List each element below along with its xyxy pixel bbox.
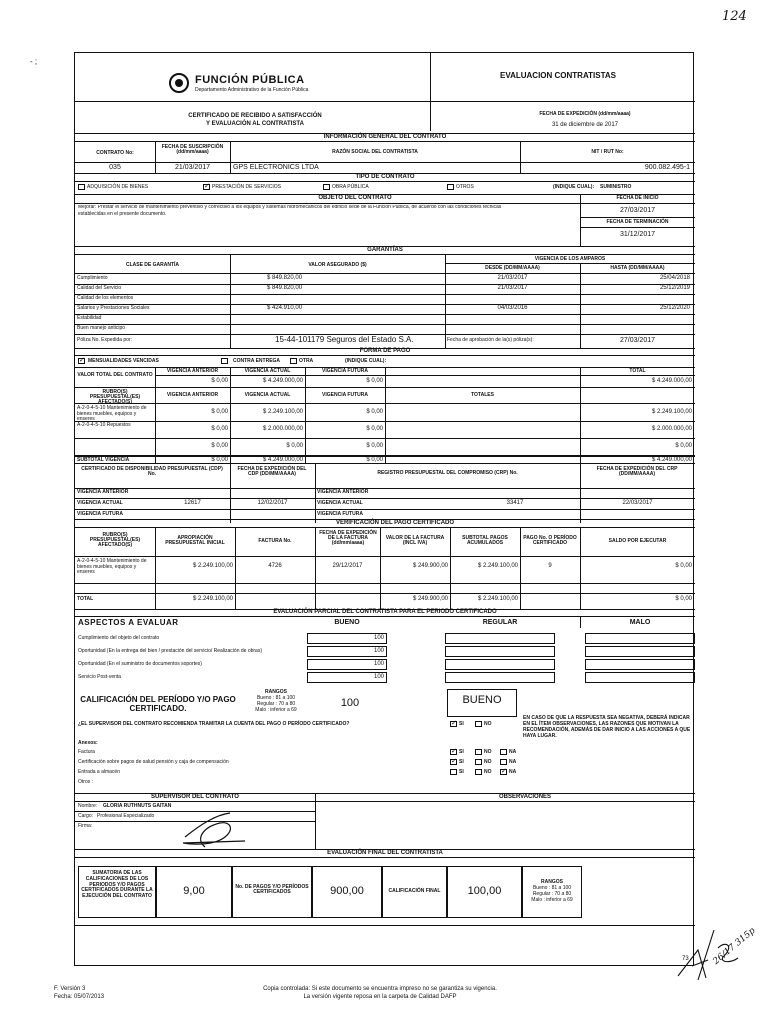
nota-negativa: EN CASO DE QUE LA RESPUESTA SEA NEGATIVA, DEBERÁ INDICAR EN EL ÍTEM OBSERVACIONES, LAS RAZONES QUE MOTIVAN LA RECOMENDACIÓN, ADEMÁS DE DAR INICIO A LAS ACCIONES A QUE HAYA LUGAR. [523,715,691,739]
subtotal-label: SUBTOTAL VIGENCIA [77,457,130,463]
aspecto-label: Oportunidad (En el suministro de documentos soportes) [78,661,202,667]
pago-row-apropiacion: $ 2.249.100,00 [192,563,233,569]
aspecto-malo-box [585,659,695,670]
objeto-title: OBJETO DEL CONTRATO [318,195,392,201]
garantia-valor: $ 849.820,00 [267,275,303,281]
footer-copia-1: Copia controlada: Si este documento se encuentra impreso no se garantiza su vigencia. [263,986,497,992]
calificacion-final-value: 100,00 [467,885,502,897]
pago-col-subtotal: SUBTOTAL PAGOS ACUMULADOS [462,535,508,546]
tipo-otros-label: OTROS [456,184,474,190]
nit-label: NIT / RUT No: [591,149,624,155]
garantia-hasta: 25/12/2020 [659,305,690,311]
aspecto-regular-box [445,646,555,657]
poliza-label: Póliza No. Expedida por: [77,337,133,343]
anexo-label: Otros : [78,779,94,785]
anexo-si-label: SI [459,769,464,775]
anexo-na-checkbox[interactable] [500,749,507,755]
garantia-row-line [75,324,695,325]
garantia-clase: Calidad del Servicio [77,285,122,291]
subtotal-act: $ 4.249.000,00 [262,457,303,463]
crp-vig-ant: VIGENCIA ANTERIOR [317,489,369,495]
pago-total-saldo: $ 0,00 [675,596,692,602]
aspecto-malo-box [585,633,695,644]
crp-label: REGISTRO PRESUPUESTAL DEL COMPROMISO (CRP) No. [377,470,518,476]
aspecto-bueno-value: 100 [373,661,384,667]
objeto-text-1: Mejorar: Prestar el servicio de mantenimiento preventivo y correctivo a los equipos y sistemas hidromecánicos del edificio sede de la Función Pública, de acuerdo con las condiciones técnicas [78,205,502,210]
pago-row-valor: $ 249.900,00 [412,563,448,569]
pago-row-fecha: 29/12/2017 [332,563,363,569]
pago-otra-label: OTRA [299,358,314,364]
evaluacion-final-title: EVALUACIÓN FINAL DEL CONTRATISTA [327,850,443,856]
aspecto-malo-box [585,646,695,657]
pago-col-valor: VALOR DE LA FACTURA (INCL IVA) [385,535,445,546]
logo-emblem-center-icon [175,79,183,87]
anexo-na-checkbox[interactable] [500,769,507,775]
col-total: TOTAL [629,368,646,374]
handwritten-note: 26/17 315p [711,925,758,967]
rubros-label: RUBRO(S) PRESUPUESTAL(ES) AFECTADO(S) [89,389,141,405]
tipo-contrato-title: TIPO DE CONTRATO [355,174,415,180]
rubros-col-act: VIGENCIA ACTUAL [244,392,291,398]
anexo-na-checkbox[interactable] [500,759,507,765]
garantia-desde: 21/03/2017 [497,285,528,291]
pago-total-valor: $ 249.900,00 [412,596,448,602]
fecha-terminacion-label: FECHA DE TERMINACIÓN [606,219,669,225]
calificacion-word: BUENO [462,694,502,706]
tipo-otros-checkbox[interactable] [447,184,454,190]
footer-version: F. Versión 3 [54,986,86,992]
recomienda-no-checkbox[interactable] [475,721,482,727]
anexo-label: Entrada a almacén [78,769,120,775]
garantia-valor: $ 424.910,00 [267,305,303,311]
tipo-prestacion-label: PRESTACIÓN DE SERVICIOS [212,184,281,190]
fecha-inicio-label: FECHA DE INICIO [616,195,659,201]
logo-tagline: Departamento Administrativo de la Función Pública [195,87,309,93]
anexos-label: Anexos: [78,740,98,746]
pago-col-factura: FACTURA No. [258,538,292,544]
rubro-act: $ 2.249.100,00 [262,409,303,415]
pago-col-fecha: FECHA DE EXPEDICIÓN DE LA FACTURA (dd/mm/aaaa) [319,530,377,546]
anexo-no-checkbox[interactable] [475,749,482,755]
rubro-name: A-2-0-4-5-10 Mantenimiento de bienes muebles, equipos y enseres [77,405,147,422]
pago-row-periodo: 9 [548,563,552,569]
aspectos-label: ASPECTOS A EVALUAR [78,618,179,627]
supervisor-cargo-label: Cargo: [78,813,94,819]
rangos-small-2: Regular : 70 a 80 [256,701,296,707]
supervisor-title: SUPERVISOR DEL CONTRATO [151,794,239,800]
fecha-expedicion-label: FECHA DE EXPEDICIÓN (dd/mm/aaaa) [539,111,631,117]
aspecto-bueno-value: 100 [373,648,384,654]
crp-vig-fut: VIGENCIA FUTURA [317,511,363,517]
calificacion-value: 100 [340,697,360,709]
garantias-col-hasta: HASTA (DD/MM/AAAA) [610,265,665,271]
cdp-vig-act: VIGENCIA ACTUAL [77,500,123,506]
anexo-na-label: NA [509,749,517,755]
garantias-col-clase: CLASE DE GARANTÍA [125,262,180,268]
contrato-label: CONTRATO No: [96,150,134,156]
recomienda-si-label: SI [459,721,464,727]
cdp-vig-ant: VIGENCIA ANTERIOR [77,489,129,495]
pago-row-saldo: $ 0,00 [675,563,692,569]
valor-total-act: $ 4.249.000,00 [262,378,303,384]
aspecto-regular-box [445,633,555,644]
garantia-desde: 21/03/2017 [497,275,528,281]
pago-col-saldo: SALDO POR EJECUTAR [608,538,667,544]
evaluacion-title: EVALUACIÓN PARCIAL DEL CONTRATISTA PARA EL PERIODO CERTIFICADO [273,609,497,615]
footer-fecha: Fecha: 05/07/2013 [54,994,105,1000]
calificacion-label: CALIFICACIÓN DEL PERÍODO Y/O PAGO CERTIFICADO. [80,695,236,714]
anexo-si-label: SI [459,759,464,765]
tipo-prestacion-checkbox[interactable] [203,184,210,190]
rubro-total: $ 0,00 [675,443,692,449]
anexo-label: Factura [78,749,95,755]
sumatoria-value: 9,00 [183,885,205,897]
anexo-na-label: NA [509,759,517,765]
fecha-crp-actual: 22/03/2017 [622,500,653,506]
rubro-fut: $ 0,00 [366,443,383,449]
calificacion-final-label: CALIFICACIÓN FINAL [388,888,441,894]
pago-contra-entrega-label: CONTRA ENTREGA [233,358,281,364]
garantias-col-desde: DESDE (DD/MM/AAAA) [485,265,540,271]
col-vig-futura: VIGENCIA FUTURA [322,368,368,374]
pago-mensualidades-label: MENSUALIDADES VENCIDAS [88,358,159,364]
rubro-fut: $ 0,00 [366,426,383,432]
tipo-indique-value: SUMINISTRO [600,184,632,190]
valor-total-total: $ 4.249.000,00 [651,378,692,384]
aspecto-regular-box [445,659,555,670]
totales-label: TOTALES [471,392,494,398]
form-title: EVALUACION CONTRATISTAS [500,71,616,80]
form-frame [74,52,694,966]
col-vig-anterior: VIGENCIA ANTERIOR [166,368,219,374]
cdp-label: CERTIFICADO DE DISPONIBILIDAD PRESUPUESTAL (CDP) No. [81,466,223,477]
cdp-actual: 12617 [184,500,201,506]
garantia-valor: $ 849.820,00 [267,285,303,291]
aspecto-bueno-value: 100 [373,635,384,641]
fecha-cdp-label: FECHA DE EXPEDICIÓN DEL CDP (DD/MM/AAAA) [237,466,307,477]
cdp-vig-fut: VIGENCIA FUTURA [77,511,123,517]
recomienda-si-checkbox[interactable] [450,721,457,727]
pago-indique-label: (INDIQUE CUAL): [345,358,387,364]
subtotal-fut: $ 0,00 [366,457,383,463]
numero-pagos-value: 900,00 [330,885,364,897]
tipo-indique-label: (INDIQUE CUAL): [553,184,595,190]
rangos-final-2: Regular : 70 a 80 [532,891,572,897]
valor-total-label: VALOR TOTAL DEL CONTRATO [77,372,153,378]
pago-total-subtotal: $ 2.249.100,00 [477,596,518,602]
rangos-small-3: Malo : inferior a 69 [255,707,297,713]
forma-pago-title: FORMA DE PAGO [359,348,411,354]
pago-mensualidades-checkbox[interactable] [78,358,85,364]
pago-row-rubro: A-2-0-4-5-10 Mantenimiento de bienes muebles, equipos y enseres [77,558,147,575]
pago-title: VERIFICACIÓN DEL PAGO CERTIFICADO [335,520,455,526]
aspecto-label: Oportunidad (En la entrega del bien / prestación del servicio/ Realización de obras) [78,648,262,654]
garantia-clase: Calidad de los elementos [77,295,134,301]
tipo-adquisicion-label: ADQUISICIÓN DE BIENES [87,184,149,190]
valor-total-fut: $ 0,00 [366,378,383,384]
rubro-total: $ 2.000.000,00 [651,426,692,432]
supervisor-signature [175,807,255,849]
anexo-na-label: NA [509,769,517,775]
tipo-obra-label: OBRA PÚBLICA [332,184,369,190]
anexo-no-label: NO [484,769,492,775]
rubro-act: $ 0,00 [286,443,303,449]
fecha-inicio-value: 27/03/2017 [619,207,656,214]
crp-actual: 33417 [506,500,524,506]
pago-total-apropiacion: $ 2.249.100,00 [192,596,233,602]
anexo-no-label: NO [484,759,492,765]
fecha-terminacion-value: 31/12/2017 [619,231,656,238]
garantia-hasta: 25/12/2019 [659,285,690,291]
fecha-aprobacion-label: Fecha de aprobación de la(s) póliza(s): [447,337,534,343]
aspecto-regular-box [445,672,555,683]
rubro-ant: $ 0,00 [211,409,228,415]
rubro-name: A-2-0-4-5-10 Repuestos [77,422,131,428]
razon-social-label: RAZÓN SOCIAL DEL CONTRATISTA [332,149,418,155]
cert-title-1: CERTIFICADO DE RECIBIDO A SATISFACCIÓN [188,113,322,119]
pago-contra-entrega-checkbox[interactable] [221,358,228,364]
footer-copia-2: La versión vigente reposa en la carpeta de Calidad DAFP [303,994,457,1000]
rangos-final-1: Bueno : 81 a 100 [532,885,572,891]
garantias-col-valor: VALOR ASEGURADO ($) [308,262,367,268]
info-general-title: INFORMACIÓN GENERAL DEL CONTRATO [323,134,447,140]
rangos-small-0: RANGOS [265,689,287,695]
folio-number: 73 [682,956,689,962]
garantias-title: GARANTÍAS [367,247,403,253]
supervisor-firma-label: Firma: [78,823,93,829]
fecha-cdp-actual: 12/02/2017 [257,500,288,506]
anexo-si-checkbox[interactable] [450,769,457,775]
garantia-desde: 04/03/2016 [497,305,528,311]
anexo-si-checkbox[interactable] [450,759,457,765]
fecha-suscripcion-label: FECHA DE SUSCRIPCIÓN (dd/mm/aaaa) [161,144,224,155]
logo-text: FUNCIÓN PÚBLICA [195,74,305,86]
garantia-row-line [75,294,695,295]
aspecto-label: Cumplimiento del objeto del contrato [78,635,160,641]
pago-otra-checkbox[interactable] [290,358,297,364]
bueno-label: BUENO [334,619,360,626]
regular-label: REGULAR [482,619,518,626]
fecha-aprobacion-value: 27/03/2017 [619,337,656,344]
rubros-col-fut: VIGENCIA FUTURA [322,392,368,398]
subtotal-total: $ 4.249.000,00 [651,457,692,463]
poliza-value: 15-44-101179 Seguros del Estado S.A. [275,335,414,344]
rubro-act: $ 2.000.000,00 [262,426,303,432]
recomienda-label: ¿EL SUPERVISOR DEL CONTRATO RECOMIENDA TRAMITAR LA CUENTA DEL PAGO O PERÍODO CERTIFICADO? [78,721,350,727]
garantia-clase: Buen manejo anticipo [77,325,126,331]
garantia-row-line [75,314,695,315]
subtotal-ant: $ 0,00 [211,457,228,463]
valor-total-ant: $ 0,00 [211,378,228,384]
pago-col-apropiacion: APROPIACIÓN PRESUPUESTAL INICIAL [165,535,225,546]
observaciones-label: OBSERVACIONES [498,794,552,800]
pago-total-label: TOTAL [77,596,94,602]
numero-pagos-label: No. DE PAGOS Y/O PERÍODOS CERTIFICADOS [235,884,309,895]
rangos-final-3: Malo : inferior a 69 [531,897,573,903]
garantia-clase: Estabilidad [77,315,102,321]
garantia-clase: Salarios y Prestaciones Sociales [77,305,150,311]
garantias-col-vigencia: VIGENCIA DE LOS AMPAROS [534,256,606,262]
fecha-expedicion-value: 31 de diciembre de 2017 [551,122,619,128]
objeto-text-2: establecidas en el presente documento. [78,211,167,217]
rubro-ant: $ 0,00 [211,443,228,449]
anexo-no-checkbox[interactable] [475,759,482,765]
page-number-corner: 124 [722,9,747,24]
supervisor-nombre-value: GLORIA RUTHNUTS GAITAN [103,803,172,809]
malo-label: MALO [629,619,651,626]
tipo-adquisicion-checkbox[interactable] [78,184,85,190]
anexo-si-checkbox[interactable] [450,749,457,755]
margin-mark: - ; [30,57,38,66]
pago-row-factura: 4726 [268,563,282,569]
anexo-no-checkbox[interactable] [475,769,482,775]
razon-social-value: GPS ELECTRONICS LTDA [233,164,319,171]
rubro-fut: $ 0,00 [366,409,383,415]
pago-col-rubro: RUBRO(S) PRESUPUESTAL(ES) AFECTADO(S) [89,532,141,548]
rubros-col-ant: VIGENCIA ANTERIOR [166,392,219,398]
garantia-clase: Cumplimiento [77,275,108,281]
recomienda-no-label: NO [484,721,492,727]
anexo-no-label: NO [484,749,492,755]
fecha-suscripcion-value: 21/03/2017 [174,164,211,171]
anexo-si-label: SI [459,749,464,755]
aspecto-label: Servicio Post-venta [78,674,122,680]
rubro-total: $ 2.249.100,00 [651,409,692,415]
rangos-final-0: RANGOS [541,879,563,885]
aspecto-bueno-value: 100 [373,674,384,680]
pago-col-periodo: PAGO No. O PERÍODO CERTIFICADO [523,535,577,546]
rubro-ant: $ 0,00 [211,426,228,432]
tipo-obra-checkbox[interactable] [323,184,330,190]
supervisor-cargo-value: Profesional Especializado [97,813,155,819]
sumatoria-label: SUMATORIA DE LAS CALIFICACIONES DE LOS PERIODOS Y/O PAGOS CERTIFICADOS DURANTE LA EJECUCIÓN DEL CONTRATO [81,870,153,899]
aspecto-malo-box [585,672,695,683]
cert-title-2: Y EVALUACIÓN AL CONTRATISTA [206,121,304,127]
anexo-label: Certificación sobre pagos de salud pensión y caja de compensación [78,759,229,765]
garantia-hasta: 25/04/2018 [659,275,690,281]
col-vig-actual: VIGENCIA ACTUAL [244,368,291,374]
pago-row-subtotal: $ 2.249.100,00 [477,563,518,569]
fecha-crp-label: FECHA DE EXPEDICIÓN DEL CRP (DD/MM/AAAA) [596,466,678,477]
supervisor-nombre-label: Nombre: [78,803,98,809]
rangos-small-1: Bueno : 81 a 100 [256,695,296,701]
nit-value: 900.082.495-1 [644,164,690,171]
contrato-value: 035 [109,164,121,171]
crp-vig-act: VIGENCIA ACTUAL [317,500,363,506]
